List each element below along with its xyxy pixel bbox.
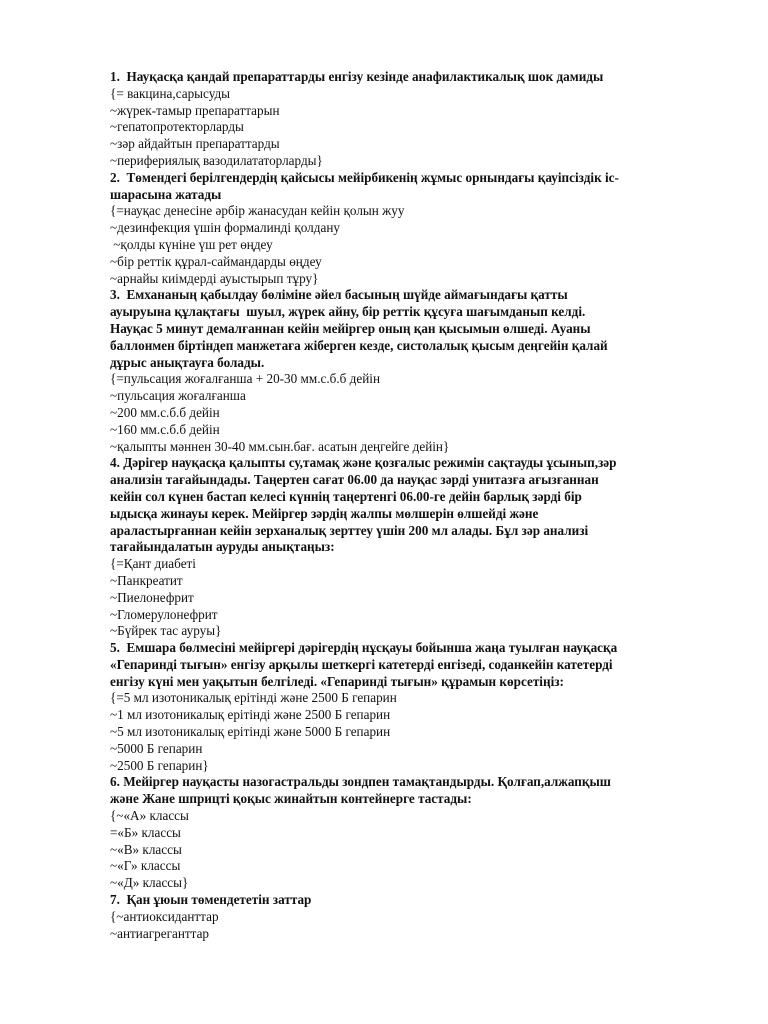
question-title: араластырғаннан кейін зерханалық зерттеу үшін 200 мл алады. Бұл зәр анализі <box>110 522 589 538</box>
answer-option: ~2500 Б гепарин} <box>110 757 209 773</box>
answer-option: ~160 мм.с.б.б дейін <box>110 421 220 437</box>
question-title: тағайындалатын ауруды анықтаңыз: <box>110 539 335 555</box>
answer-option: ~200 мм.с.б.б дейін <box>110 404 220 420</box>
answer-option: ~«В» классы <box>110 841 182 857</box>
answer-option: {=науқас денесіне әрбір жанасудан кейін қолын жуу <box>110 203 405 219</box>
question-title: 6. Мейіргер науқасты назогастральды зондпен тамақтандырды. Қолғап,алжапқыш <box>110 774 611 790</box>
answer-option: ~бір реттік құрал-саймандарды өңдеу <box>110 253 322 269</box>
answer-option: =«Б» классы <box>110 824 181 840</box>
question-block <box>110 640 720 774</box>
question-title: баллонмен біртіндеп манжетаға жіберген кезде, систолалық қысым деңгейін қалай <box>110 337 608 353</box>
answer-option: {= вакцина,сарысуды <box>110 85 231 101</box>
question-block <box>110 774 720 892</box>
answer-option: ~1 мл изотоникалық ерітінді және 2500 Б гепарин <box>110 707 391 723</box>
answer-option: ~«Д» классы} <box>110 875 189 891</box>
answer-option: ~«Г» классы <box>110 858 181 874</box>
question-title: 2. Төмендегі берілгендердің қайсысы мейірбикенің жұмыс орнындағы қауіпсіздік іс- <box>110 169 619 185</box>
question-block <box>110 892 720 942</box>
answer-option: ~зәр айдайтын препараттарды <box>110 136 280 152</box>
answer-option: ~перифериялық вазодилататорларды} <box>110 152 323 168</box>
question-title: «Гепаринді тығын» енгізу арқылы шеткергі катетерді енгізеді, соданкейін катетерді <box>110 656 613 672</box>
question-title: Науқас 5 минут демалғаннан кейін мейіргер оның қан қысымын өлшеді. Ауаны <box>110 320 591 336</box>
answer-option: ~5 мл изотоникалық ерітінді және 5000 Б гепарин <box>110 724 391 740</box>
answer-option: ~антиагреганттар <box>110 925 210 941</box>
answer-option: ~Панкреатит <box>110 572 183 588</box>
answer-option: {~«А» классы <box>110 808 189 824</box>
question-title: дұрыс анықтауға болады. <box>110 354 265 370</box>
question-title: және Жане шприцті қоқыс жинайтын контейнерге тастады: <box>110 791 472 807</box>
question-title: 7. Қан ұюын төмендететін заттар <box>110 892 312 908</box>
answer-option: {~антиоксиданттар <box>110 908 219 924</box>
answer-option: ~қалыпты мәннен 30-40 мм.сын.бағ. асатын деңгейге дейін} <box>110 438 450 454</box>
question-block <box>110 287 720 455</box>
answer-option: ~қолды күніне үш рет өңдеу <box>110 236 273 252</box>
question-title: 1. Науқасқа қандай препараттарды енгізу кезінде анафилактикалық шок дамиды <box>110 69 604 84</box>
question-title: 4. Дәрігер науқасқа қалыпты су,тамақ және қозғалыс режимін сақтауды ұсынып,зәр <box>110 455 617 471</box>
answer-option: ~Бүйрек тас ауруы} <box>110 623 222 639</box>
question-title: кейін сол күнен бастап келесі күннің таңертенгі 06.00-ге дейін барлық зәрді бір <box>110 488 582 504</box>
question-title: анализін тағайындады. Таңертен сағат 06.00 да науқас зәрді унитазға ағызғаннан <box>110 472 599 488</box>
answer-option: {=Қант диабеті <box>110 556 196 572</box>
question-title: енгізу күні мен уақытын белгіледі. «Гепаринді тығын» құрамын көрсетіңіз: <box>110 673 564 689</box>
answer-option: {=пульсация жоғалғанша + 20-30 мм.с.б.б дейін <box>110 371 381 387</box>
answer-option: ~Гломерулонефрит <box>110 606 218 622</box>
question-block <box>110 170 720 288</box>
question-title: 3. Емхананың қабылдау бөліміне әйел басының шүйде аймағындағы қатты <box>110 287 568 303</box>
question-block <box>110 69 720 170</box>
answer-option: ~Пиелонефрит <box>110 589 194 605</box>
answer-option: ~пульсация жоғалғанша <box>110 388 246 404</box>
answer-option: ~жүрек-тамыр препараттарын <box>110 102 280 118</box>
question-title: ауыруына құлақтағы шуыл, жүрек айну, бір реттік құсуға шағымданып келді. <box>110 304 586 320</box>
question-title: ыдысқа жинауы керек. Мейіргер зәрдің жалпы мөлшерін өлшейді және <box>110 505 539 521</box>
question-title: шарасына жатады <box>110 186 222 202</box>
question-title: 5. Емшара бөлмесіні мейіргері дәрігердің нұсқауы бойынша жаңа туылған науқасқа <box>110 640 618 656</box>
answer-option: ~дезинфекция үшін формалинді қолдану <box>110 220 340 236</box>
answer-option: ~5000 Б гепарин <box>110 740 203 756</box>
answer-option: ~гепатопротекторларды <box>110 119 244 135</box>
answer-option: ~арнайы киімдерді ауыстырып тұру} <box>110 270 319 286</box>
question-block <box>110 455 720 640</box>
answer-option: {=5 мл изотоникалық ерітінді және 2500 Б гепарин <box>110 690 397 706</box>
